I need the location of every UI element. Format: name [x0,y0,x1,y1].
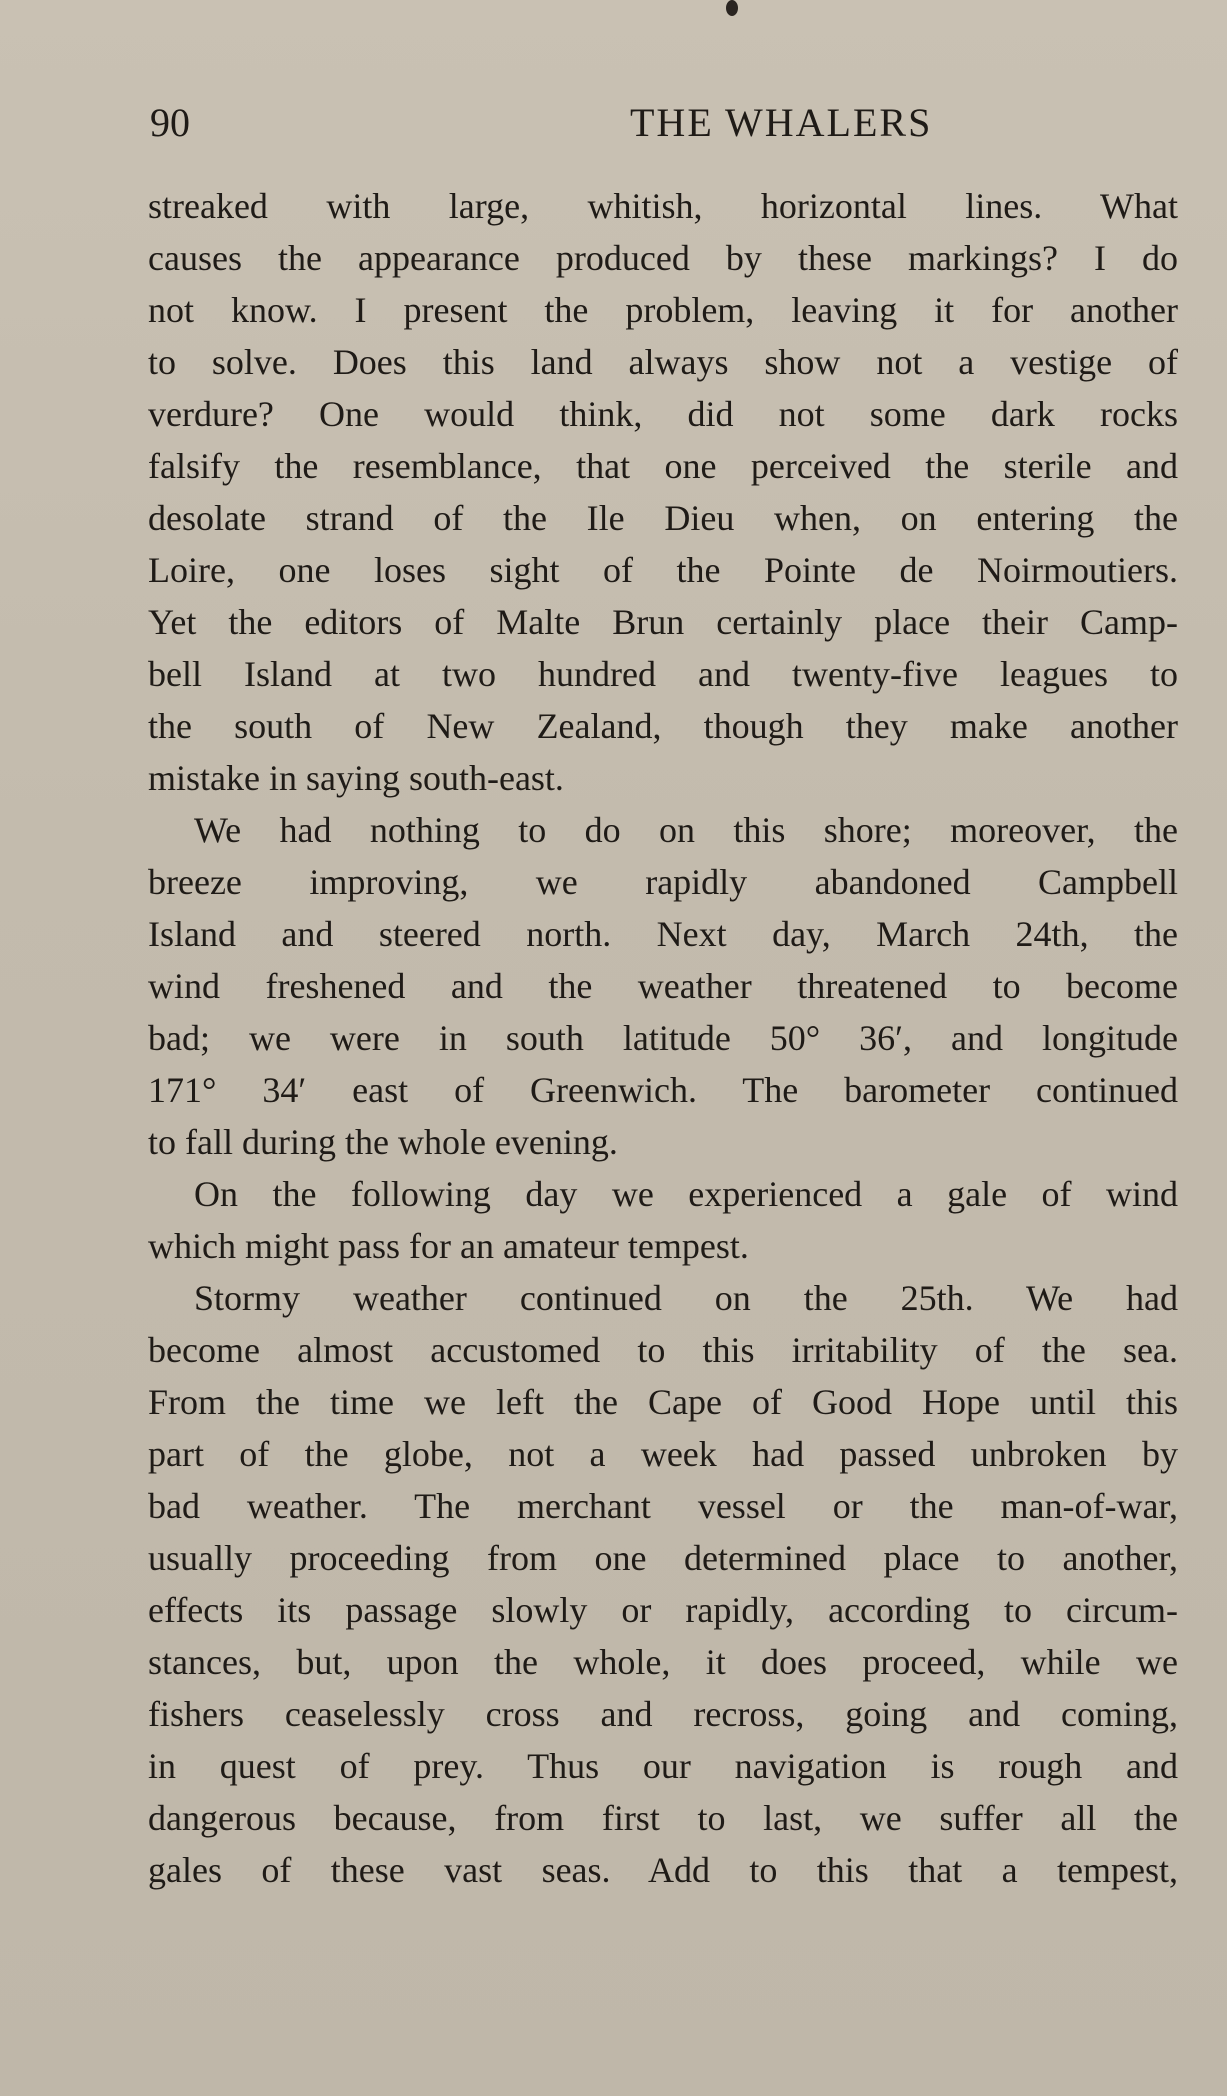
text-line: part of the globe, not a week had passed unbroken by [148,1434,1178,1474]
text-line: Yet the editors of Malte Brun certainly place their Camp- [148,602,1178,642]
text-line: Island and steered north. Next day, March 24th, the [148,914,1178,954]
text-line: usually proceeding from one determined place to another, [148,1538,1178,1578]
text-line: streaked with large, whitish, horizontal lines. What [148,186,1178,226]
text-line: 171° 34′ east of Greenwich. The barometer continued [148,1070,1178,1110]
text-line: bell Island at two hundred and twenty-five leagues to [148,654,1178,694]
text-line: gales of these vast seas. Add to this that a tempest, [148,1850,1178,1890]
text-line: Loire, one loses sight of the Pointe de Noirmoutiers. [148,550,1178,590]
text-line: the south of New Zealand, though they make another [148,706,1178,746]
text-line: falsify the resemblance, that one perceived the sterile and [148,446,1178,486]
text-line: in quest of prey. Thus our navigation is rough and [148,1746,1178,1786]
text-line: mistake in saying south-east. [148,758,564,798]
text-line: to solve. Does this land always show not a vestige of [148,342,1178,382]
text-line: to fall during the whole evening. [148,1122,618,1162]
text-line: bad weather. The merchant vessel or the man-of-war, [148,1486,1178,1526]
text-line: On the following day we experienced a gale of wind [194,1174,1178,1214]
body-text [148,180,1178,1896]
text-line: become almost accustomed to this irritability of the sea. [148,1330,1178,1370]
text-line: Stormy weather continued on the 25th. We had [194,1278,1178,1318]
text-line: verdure? One would think, did not some dark rocks [148,394,1178,434]
text-line: From the time we left the Cape of Good Hope until this [148,1382,1178,1422]
text-line: wind freshened and the weather threatened to become [148,966,1178,1006]
text-line: causes the appearance produced by these markings? I do [148,238,1178,278]
text-line: fishers ceaselessly cross and recross, going and coming, [148,1694,1178,1734]
page-number: 90 [150,100,190,145]
text-line: breeze improving, we rapidly abandoned Campbell [148,862,1178,902]
ink-speck [726,0,738,16]
text-line: effects its passage slowly or rapidly, according to circum- [148,1590,1178,1630]
page-header [150,98,1180,148]
text-line: not know. I present the problem, leaving it for another [148,290,1178,330]
text-line: bad; we were in south latitude 50° 36′, and longitude [148,1018,1178,1058]
text-line: dangerous because, from first to last, we suffer all the [148,1798,1178,1838]
text-line: We had nothing to do on this shore; moreover, the [194,810,1178,850]
text-line: stances, but, upon the whole, it does proceed, while we [148,1642,1178,1682]
text-line: which might pass for an amateur tempest. [148,1226,749,1266]
text-line: desolate strand of the Ile Dieu when, on entering the [148,498,1178,538]
running-head: THE WHALERS [630,100,933,145]
